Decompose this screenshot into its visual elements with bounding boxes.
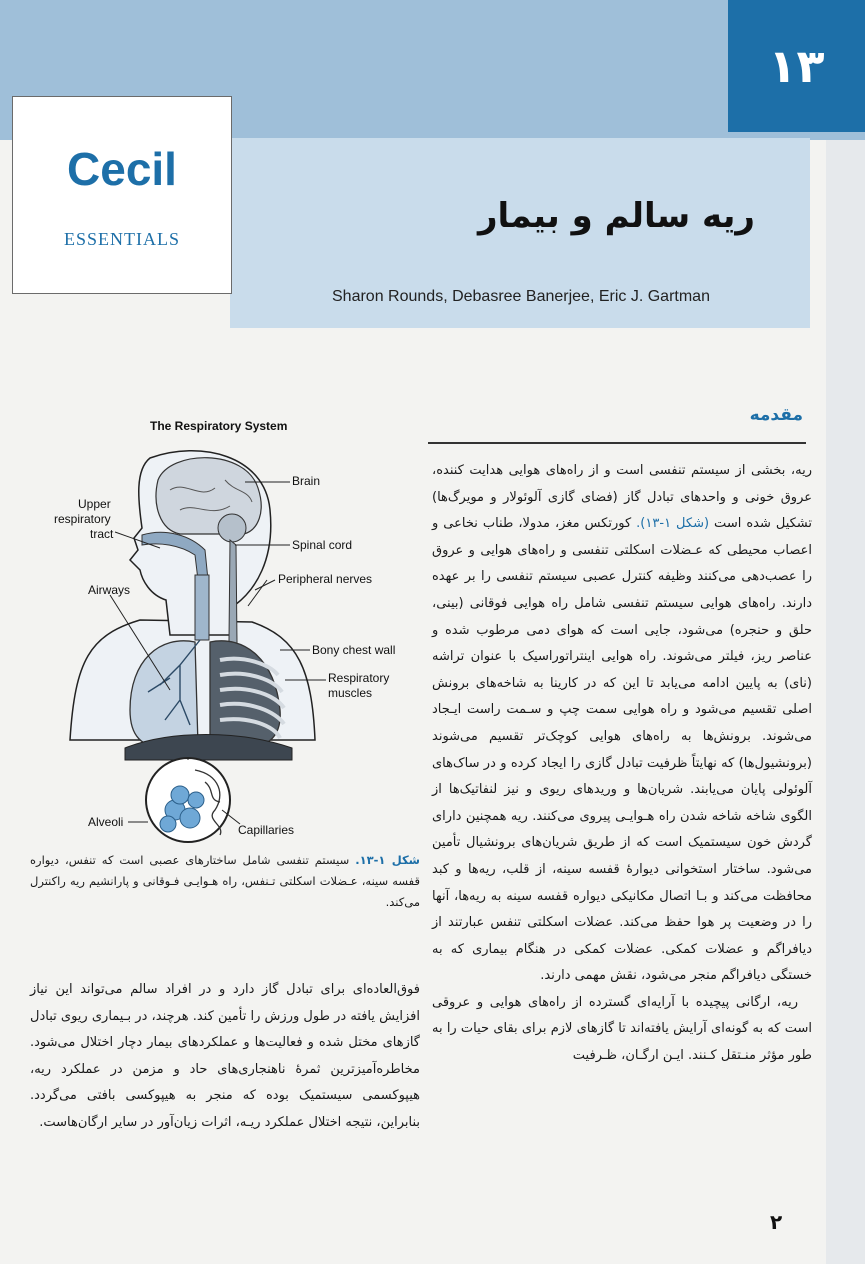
label-bony-chest-wall: Bony chest wall [312, 643, 396, 657]
label-alveoli: Alveoli [88, 815, 124, 829]
chapter-title: ریه سالم و بیمار [477, 196, 755, 236]
page-edge [826, 140, 865, 1264]
logo-main-text: Cecil [67, 143, 177, 195]
respiratory-system-figure [30, 410, 420, 850]
label-upper-2: respiratory [54, 512, 111, 526]
label-capillaries: Capillaries [238, 823, 295, 837]
label-respiratory-1: Respiratory [328, 671, 390, 685]
paragraph-2: ریه، ارگانی پیچیده با آرایه‌ای گسترده از راه‌های هوایی و عروقی است که به گونه‌ای آرایش یافته‌اند تا گازهای لازم برای بقای حیات را به طور مؤثر منـتقل کـنند. ایـن ارگـان، ظـرفیت [432, 994, 812, 1064]
label-respiratory-2: muscles [328, 686, 373, 700]
section-heading: مقدمه [749, 405, 803, 425]
logo-sub-text: ESSENTIALS [63, 229, 180, 249]
figure-title: The Respiratory System [150, 419, 288, 433]
body-column-left [30, 977, 420, 1137]
label-spinal-cord: Spinal cord [292, 538, 353, 552]
respiratory-illustration [30, 410, 420, 850]
paragraph-3: فوق‌العاده‌ای برای تبادل گاز دارد و در افراد سالم می‌تواند این نیاز افزایش یافته در طول ورزش را تأمین کند. هرچند، در بـیماری ریوی تبادل گازهای مختل شده و فعالیت‌ها و عملکردهای بیمار دچار اختلال می‌شود. مخاطره‌آمیزترین ثمرهٔ ناهنجاری‌های حاد و مزمن در عملکرد ریه، هیپوکسمی سیستمیک بوده که منجر به هیپوکسی بافتی می‌گردد. بنابراین، نتیجه اختلال عملکرد ریـه، اثرات زیان‌آور در سایر ارگان‌هاست. [30, 982, 420, 1130]
page-number: ۲ [770, 1210, 783, 1234]
trachea-icon [195, 575, 209, 640]
authors: Sharon Rounds, Debasree Banerjee, Eric J. Gartman [332, 288, 710, 305]
figure-caption [30, 850, 420, 913]
cecil-logo [12, 96, 232, 294]
label-peripheral-nerves: Peripheral nerves [278, 572, 373, 586]
caption-text: سیستم تنفسی شامل ساختارهای عصبی است که تنفس، دیواره قفسه سینه، عـضلات اسکلتی تـنفس، راه هـوایـی فـوقانی و پارانشیم ریه راکنترل می‌کند. [30, 853, 420, 909]
figure-reference: (شکل ۱-۱۳). [636, 516, 710, 532]
caption-label: شکل ۱-۱۳. [355, 853, 420, 867]
body-column-right [432, 458, 812, 1070]
label-upper-3: tract [90, 527, 114, 541]
label-upper-1: Upper [78, 497, 111, 511]
label-airways: Airways [88, 583, 131, 597]
label-brain: Brain [292, 474, 321, 488]
cerebellum-icon [218, 514, 246, 542]
paragraph-1 [432, 458, 812, 990]
heading-rule [428, 442, 806, 444]
chapter-number-tab: ۱۳ [728, 0, 865, 132]
paragraph-1-part-a: ریه، بخشی از سیستم تنفسی است و از راه‌های هوایی هدایت کننده، عروق خونی و واحدهای تبادل گاز (فضای گازی آلوئولار و مویرگ‌ها) تشکیل شده است [432, 463, 813, 532]
paragraph-1-part-b: کورتکس مغز، مدولا، طناب نخاعی و اعصاب محیطی که عـضلات اسکلتی تنفسی و راه‌های هوایی و عروق را عصب‌دهی می‌کنند وظیفه کنترل عصبی سیستم تنفسی را بر عهده دارند. راه‌های هوایی سیستم تنفسی شامل راه هوایی فوقانی (بینی، حلق و حنجره) می‌شود، جایی است که هوای دمی مرطوب شده و عناصر ریز، فیلتر می‌شوند. راه هوایی اینتراتوراسیک با عنوان تراشه (نای) به پایین ادامه می‌یابد تا این که در کارینا به شاخه‌های برونش اصلی تقسیم می‌شود و راه هوایی سمت چپ و سـمت راست ایـجاد می‌شوند. برونش‌ها به راه‌های هوایی کوچک‌تر تقسیم می‌شوند (برونشیول‌ها) که نهایتاً ظرفیت تبادل گازی را ایجاد کرده و در ساک‌های آلوئولی پایان می‌یابند. شریان‌ها و وریدهای ریوی و نیز لنفاتیک‌ها از الگوی شاخه شاخه شدن راه هـوایـی پیروی می‌کنند. ریه همچنین دارای گردش خون سیستمیک است که از طریق شریان‌های برونشیال تأمین می‌شود. ساختار استخوانی دیوارهٔ قفسه سینه، از قلب، ریه‌ها و کبد محافظت می‌کند و بـا اتصال مکانیکی دیواره قفسه سینه به ریه‌ها، آنها را در وضعیت پر هوا حفظ می‌کند. عضلات اسکلتی تنفس عبارتند از دیافراگم و عضلات کمکی. عضلات کمکی در هنگام بیماری که به خستگی دیافراگم منجر می‌شود، نقش مهمی دارند. [432, 516, 812, 984]
